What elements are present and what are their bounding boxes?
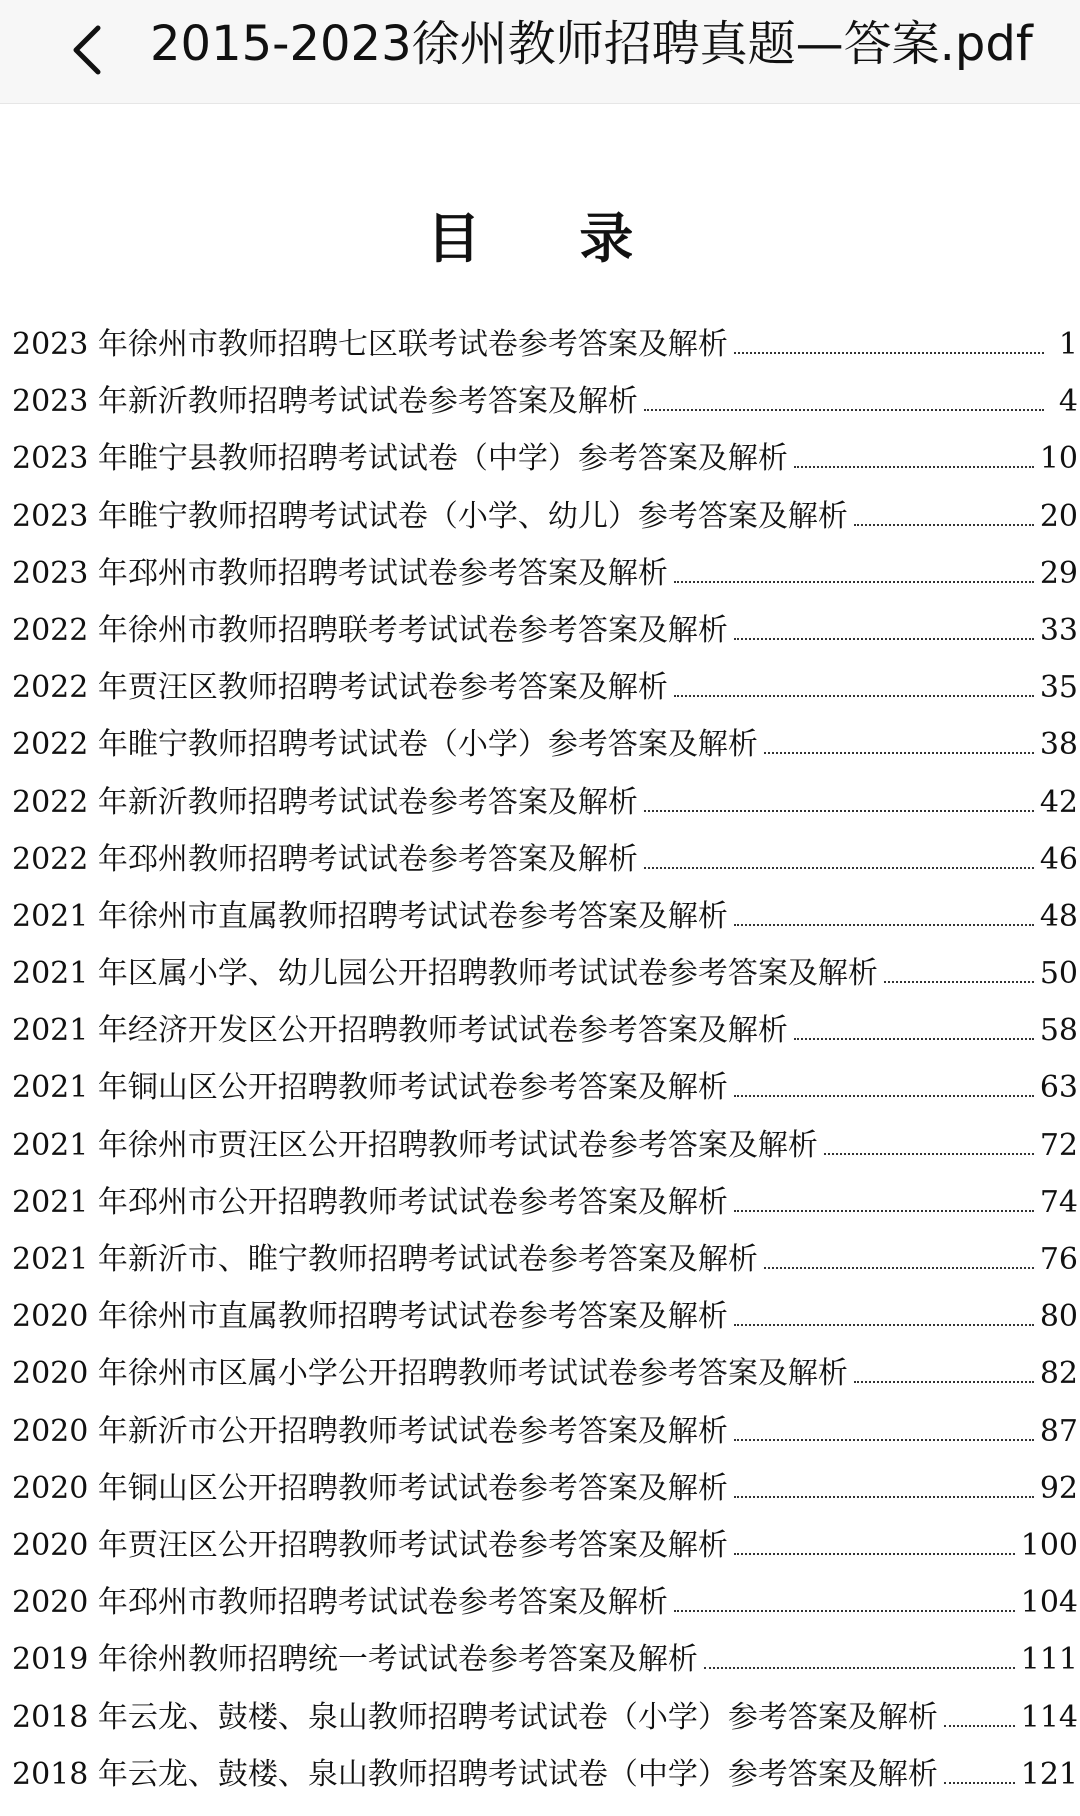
toc-entry[interactable]	[12, 1174, 1078, 1231]
dot-leader	[734, 1095, 1034, 1097]
toc-entry[interactable]	[12, 1403, 1078, 1460]
toc-entry[interactable]	[12, 545, 1078, 602]
toc-entry-title: 2022 年邳州教师招聘考试试卷参考答案及解析	[12, 841, 638, 877]
dot-leader	[734, 1553, 1015, 1555]
dot-leader	[794, 466, 1034, 468]
pdf-page	[0, 104, 1080, 1816]
toc-entry-page-number: 10	[1039, 441, 1078, 477]
toc-entry[interactable]	[12, 945, 1078, 1002]
toc-entry[interactable]	[12, 316, 1078, 373]
toc-entry-page-number: 114	[1020, 1699, 1078, 1735]
dot-leader	[764, 752, 1034, 754]
toc-entry[interactable]	[12, 1288, 1078, 1345]
dot-leader	[734, 1496, 1034, 1498]
toc-entry-page-number: 72	[1039, 1127, 1078, 1163]
toc-entry-title: 2019 年徐州教师招聘统一考试试卷参考答案及解析	[12, 1642, 698, 1678]
toc-entry-title: 2021 年徐州市直属教师招聘考试试卷参考答案及解析	[12, 898, 728, 934]
dot-leader	[674, 695, 1034, 697]
toc-entry-title: 2023 年邳州市教师招聘考试试卷参考答案及解析	[12, 555, 668, 591]
dot-leader	[644, 810, 1034, 812]
toc-entry-page-number: 46	[1039, 841, 1078, 877]
dot-leader	[734, 638, 1034, 640]
toc-entry-page-number: 50	[1039, 956, 1078, 992]
toc-entry[interactable]	[12, 1345, 1078, 1402]
toc-entry-title: 2021 年新沂市、睢宁教师招聘考试试卷参考答案及解析	[12, 1242, 758, 1277]
toc-entry-title: 2023 年徐州市教师招聘七区联考试卷参考答案及解析	[12, 327, 728, 362]
toc-entry-page-number: 35	[1039, 670, 1078, 706]
toc-entry-title: 2020 年贾汪区公开招聘教师考试试卷参考答案及解析	[12, 1527, 728, 1563]
toc-entry-page-number: 42	[1039, 784, 1078, 820]
toc-entry-title: 2021 年铜山区公开招聘教师考试试卷参考答案及解析	[12, 1070, 728, 1106]
toc-entry-page-number: 74	[1039, 1184, 1078, 1220]
toc-entry-page-number: 76	[1039, 1242, 1078, 1277]
chevron-left-icon	[58, 18, 122, 82]
toc-entry-page-number: 87	[1039, 1413, 1078, 1449]
toc-entry-title: 2020 年新沂市公开招聘教师考试试卷参考答案及解析	[12, 1413, 728, 1449]
toc-entry-page-number: 48	[1039, 898, 1078, 934]
dot-leader	[734, 1210, 1034, 1212]
toc-list	[12, 316, 1078, 1803]
toc-entry-title: 2022 年新沂教师招聘考试试卷参考答案及解析	[12, 784, 638, 820]
toc-entry-title: 2022 年徐州市教师招聘联考考试试卷参考答案及解析	[12, 612, 728, 648]
dot-leader	[734, 1324, 1034, 1326]
toc-entry-page-number: 38	[1039, 727, 1078, 763]
toc-entry-page-number: 29	[1039, 555, 1078, 591]
toc-entry-page-number: 80	[1039, 1299, 1078, 1335]
toc-entry[interactable]	[12, 373, 1078, 430]
dot-leader	[944, 1782, 1015, 1784]
dot-leader	[734, 352, 1044, 354]
toc-entry[interactable]	[12, 1231, 1078, 1288]
toc-entry[interactable]	[12, 1746, 1078, 1803]
dot-leader	[734, 1439, 1034, 1441]
toc-entry[interactable]	[12, 774, 1078, 831]
toc-entry[interactable]	[12, 1689, 1078, 1746]
toc-entry-title: 2023 年睢宁县教师招聘考试试卷（中学）参考答案及解析	[12, 441, 788, 477]
toc-entry[interactable]	[12, 888, 1078, 945]
toc-entry-title: 2023 年新沂教师招聘考试试卷参考答案及解析	[12, 384, 638, 420]
toc-entry-title: 2020 年铜山区公开招聘教师考试试卷参考答案及解析	[12, 1470, 728, 1506]
dot-leader	[674, 1610, 1015, 1612]
toc-entry[interactable]	[12, 1059, 1078, 1116]
top-bar	[0, 0, 1080, 104]
toc-entry-title: 2021 年区属小学、幼儿园公开招聘教师考试试卷参考答案及解析	[12, 956, 878, 992]
toc-entry-page-number: 1	[1058, 327, 1078, 362]
toc-entry[interactable]	[12, 1631, 1078, 1688]
dot-leader	[674, 581, 1034, 583]
toc-entry[interactable]	[12, 1002, 1078, 1059]
toc-entry[interactable]	[12, 831, 1078, 888]
toc-entry-title: 2020 年徐州市区属小学公开招聘教师考试试卷参考答案及解析	[12, 1356, 848, 1392]
toc-entry-title: 2021 年经济开发区公开招聘教师考试试卷参考答案及解析	[12, 1013, 788, 1049]
document-title: 2015-2023徐州教师招聘真题—答案.pdf	[150, 16, 1033, 72]
toc-entry-title: 2022 年贾汪区教师招聘考试试卷参考答案及解析	[12, 670, 668, 706]
toc-entry[interactable]	[12, 488, 1078, 545]
toc-entry-title: 2023 年睢宁教师招聘考试试卷（小学、幼儿）参考答案及解析	[12, 498, 848, 534]
toc-entry-title: 2018 年云龙、鼓楼、泉山教师招聘考试试卷（中学）参考答案及解析	[12, 1756, 938, 1792]
toc-entry-title: 2020 年邳州市教师招聘考试试卷参考答案及解析	[12, 1585, 668, 1621]
toc-entry[interactable]	[12, 659, 1078, 716]
toc-entry-title: 2021 年徐州市贾汪区公开招聘教师考试试卷参考答案及解析	[12, 1127, 818, 1163]
dot-leader	[644, 867, 1034, 869]
toc-entry[interactable]	[12, 716, 1078, 773]
dot-leader	[644, 409, 1044, 411]
toc-entry[interactable]	[12, 1460, 1078, 1517]
dot-leader	[884, 981, 1034, 983]
toc-entry-title: 2020 年徐州市直属教师招聘考试试卷参考答案及解析	[12, 1299, 728, 1335]
dot-leader	[794, 1038, 1034, 1040]
dot-leader	[824, 1153, 1034, 1155]
dot-leader	[734, 924, 1034, 926]
toc-entry-title: 2018 年云龙、鼓楼、泉山教师招聘考试试卷（小学）参考答案及解析	[12, 1699, 938, 1735]
toc-entry-page-number: 20	[1039, 498, 1078, 534]
dot-leader	[764, 1267, 1034, 1269]
dot-leader	[854, 524, 1034, 526]
dot-leader	[704, 1667, 1015, 1669]
toc-entry[interactable]	[12, 430, 1078, 487]
toc-heading: 目 录	[426, 207, 674, 270]
toc-entry-page-number: 63	[1039, 1070, 1078, 1106]
back-button[interactable]	[58, 18, 122, 82]
dot-leader	[944, 1725, 1015, 1727]
toc-entry[interactable]	[12, 1517, 1078, 1574]
toc-entry-page-number: 4	[1058, 384, 1078, 420]
toc-entry-page-number: 104	[1020, 1585, 1078, 1621]
toc-entry-page-number: 82	[1039, 1356, 1078, 1392]
toc-entry[interactable]	[12, 1574, 1078, 1631]
toc-entry-title: 2021 年邳州市公开招聘教师考试试卷参考答案及解析	[12, 1184, 728, 1220]
toc-entry-page-number: 33	[1039, 612, 1078, 648]
toc-entry-page-number: 111	[1020, 1642, 1078, 1678]
toc-entry[interactable]	[12, 1117, 1078, 1174]
toc-entry[interactable]	[12, 602, 1078, 659]
toc-entry-page-number: 58	[1039, 1013, 1078, 1049]
toc-entry-title: 2022 年睢宁教师招聘考试试卷（小学）参考答案及解析	[12, 727, 758, 763]
toc-entry-page-number: 121	[1020, 1756, 1078, 1792]
toc-entry-page-number: 100	[1020, 1527, 1078, 1563]
dot-leader	[854, 1381, 1034, 1383]
toc-entry-page-number: 92	[1039, 1470, 1078, 1506]
